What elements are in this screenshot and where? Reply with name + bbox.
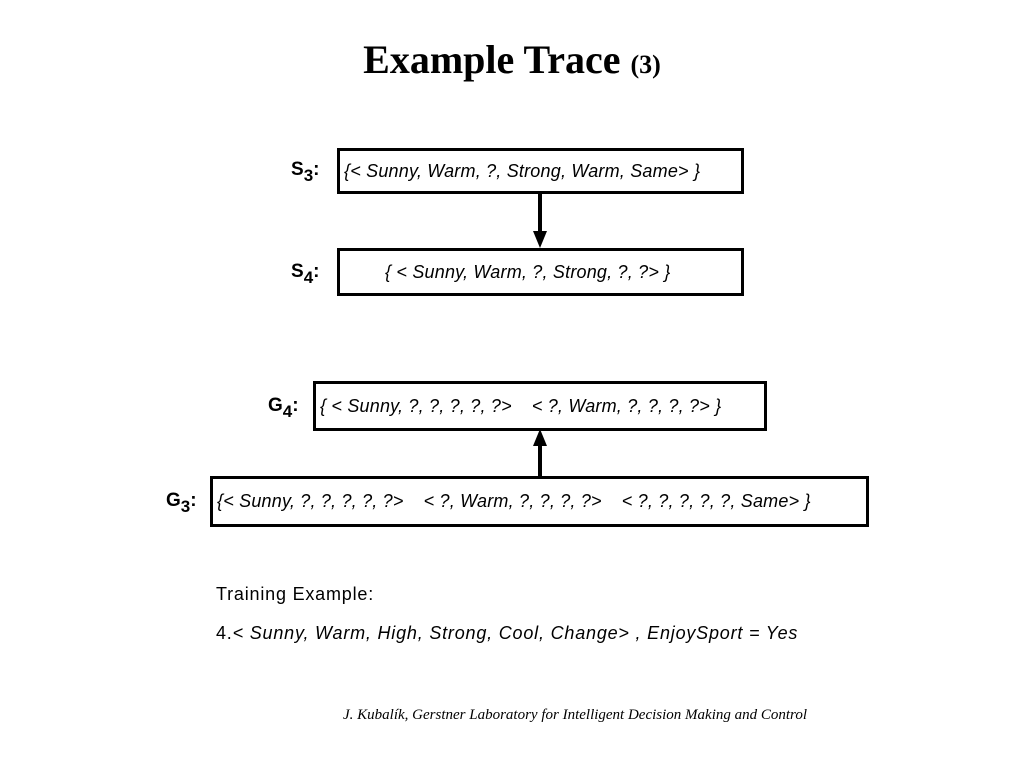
arrow-down-icon [530, 193, 550, 249]
arrow-up-icon [530, 429, 550, 479]
g4-item-1: { < Sunny, ?, ?, ?, ?, ?> [320, 395, 512, 416]
s4-text: { < Sunny, Warm, ?, Strong, ?, ?> } [385, 261, 671, 282]
g4-item-2: < ?, Warm, ?, ?, ?, ?> } [531, 395, 722, 416]
s4-label: $S_4$: [291, 261, 320, 287]
training-heading: Training Example: [216, 584, 374, 604]
training-number: 4. [216, 623, 233, 643]
training-example-text: < Sunny, Warm, High, Strong, Cool, Change> , EnjoySport = Yes [232, 623, 799, 643]
g4-box [313, 381, 767, 431]
footer-credit: J. Kubalík, Gerstner Laboratory for Intelligent Decision Making and Control [343, 707, 807, 723]
s3-box [337, 148, 744, 194]
g3-box [210, 476, 869, 527]
title-number: (3) [630, 50, 661, 79]
g3-item-3: < ?, ?, ?, ?, ?, Same> } [621, 491, 811, 511]
g3-label: $G_3$: [166, 490, 197, 516]
s4-box [337, 248, 744, 296]
s3-label: $S_3$: [291, 159, 320, 185]
training-example [216, 623, 798, 644]
g3-item-2: < ?, Warm, ?, ?, ?, ?> [423, 491, 602, 511]
title-main: Example Trace [363, 37, 621, 82]
g4-label: $G_4$: [268, 395, 299, 421]
g3-item-1: {< Sunny, ?, ?, ?, ?, ?> [217, 491, 404, 511]
s3-text: {< Sunny, Warm, ?, Strong, Warm, Same> } [344, 160, 701, 181]
slide-title [0, 36, 1024, 83]
